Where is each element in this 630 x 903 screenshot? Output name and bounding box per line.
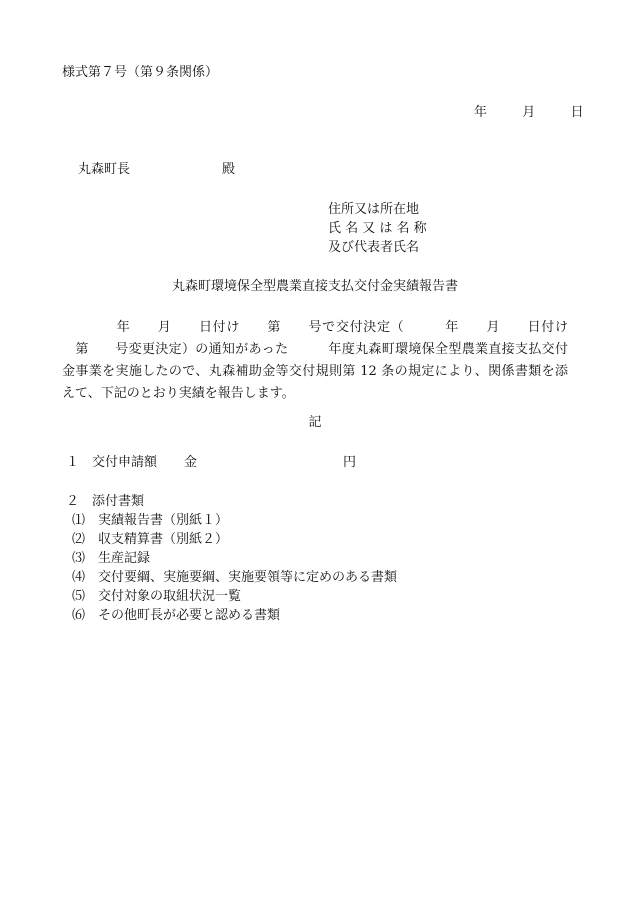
date-year: 年	[474, 105, 488, 120]
list-item-number: ⑷	[72, 570, 86, 585]
item2-label: ２ 添付書類	[66, 494, 145, 509]
body-line: 第 号変更決定）の通知があった 年度丸森町環境保全型農業直接支払交付	[62, 342, 568, 357]
form-label: 様式第７号（第９条関係）	[62, 65, 219, 80]
list-item-text: 生産記録	[98, 551, 151, 566]
list-item-number: ⑶	[72, 551, 86, 566]
ki-heading: 記	[308, 415, 322, 430]
list-item	[72, 607, 280, 625]
document-title: 丸森町環境保全型農業直接支払交付金実績報告書	[171, 279, 458, 294]
list-item-text: 交付要綱、実施要綱、実施要領等に定めのある書類	[98, 570, 398, 585]
list-item-text: その他町長が必要と認める書類	[98, 608, 281, 623]
list-item	[72, 531, 228, 549]
applicant-address-label: 住所又は所在地	[328, 202, 420, 217]
date-day: 日	[570, 105, 584, 120]
item1-kin: 金	[184, 455, 198, 470]
list-item-number: ⑵	[72, 532, 86, 547]
body-line: 金事業を実施したので、丸森補助金等交付規則第 12 条の規定により、関係書類を添	[62, 364, 568, 379]
date-line	[474, 104, 584, 122]
body-line: えて、下記のとおり実績を報告します。	[62, 386, 295, 401]
list-item	[72, 569, 397, 587]
list-item	[72, 588, 241, 606]
addressee-honorific: 殿	[222, 162, 236, 177]
item1-label: １ 交付申請額	[66, 455, 158, 470]
applicant-name-label: 氏 名 又 は 名 称	[328, 221, 427, 236]
addressee-name: 丸森町長	[78, 162, 131, 177]
list-item-text: 実績報告書（別紙１）	[98, 513, 229, 528]
applicant-rep-label: 及び代表者氏名	[328, 240, 420, 255]
list-item	[72, 550, 150, 568]
list-item-number: ⑸	[72, 589, 86, 604]
list-item-text: 収支精算書（別紙２）	[98, 532, 229, 547]
list-item	[72, 512, 228, 530]
date-month: 月	[522, 105, 536, 120]
list-item-text: 交付対象の取組状況一覧	[98, 589, 242, 604]
body-paragraph	[62, 317, 568, 405]
list-item-number: ⑴	[72, 513, 86, 528]
list-item-number: ⑹	[72, 608, 86, 623]
body-line: 年 月 日付け 第 号で交付決定（ 年 月 日付け	[62, 320, 568, 335]
item1-yen: 円	[343, 455, 357, 470]
